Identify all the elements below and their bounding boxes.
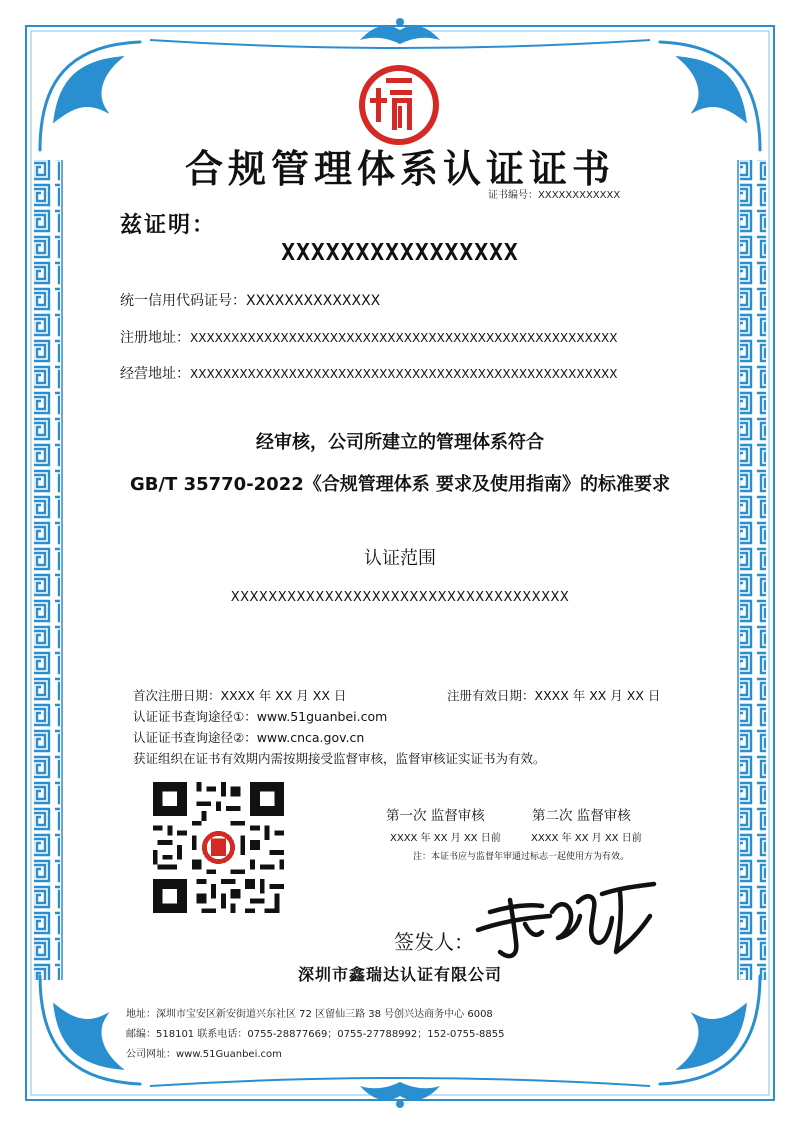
- scope-title: 认证范围: [364, 548, 436, 569]
- business-address-row: [120, 363, 617, 383]
- statement-line-2: GB/T 35770-2022《合规管理体系 要求及使用指南》的标准要求: [129, 474, 671, 495]
- signature-icon: [470, 872, 660, 968]
- credit-code-label: 统一信用代码证号：: [120, 293, 246, 309]
- credit-code-value: XXXXXXXXXXXXXX: [246, 293, 381, 309]
- certificate-title: 合规管理体系认证证书: [184, 146, 615, 191]
- scope-value: XXXXXXXXXXXXXXXXXXXXXXXXXXXXXXXXXXXX: [230, 590, 570, 605]
- statement-line-1: 经审核，公司所建立的管理体系符合: [256, 432, 544, 453]
- second-surveillance-date: XXXX 年 XX 月 XX 日前: [531, 833, 642, 844]
- issuer-company: 深圳市鑫瑞达认证有限公司: [297, 965, 502, 984]
- surveillance-note: 注：本证书应与监督年审通过标志一起使用方为有效。: [413, 852, 630, 862]
- first-registration-date: 首次注册日期：XXXX 年 XX 月 XX 日: [133, 688, 347, 703]
- footer-website: 公司网址：www.51Guanbei.com: [126, 1049, 282, 1060]
- business-address-value: XXXXXXXXXXXXXXXXXXXXXXXXXXXXXXXXXXXXXXXXXXXXXXXXXXXX: [190, 367, 618, 381]
- business-address-label: 经营地址：: [120, 366, 190, 382]
- query-route-1: 认证证书查询途径①：www.51guanbei.com: [133, 709, 388, 724]
- second-surveillance-title: 第二次 监督审核: [532, 808, 631, 824]
- footer-address: 地址：深圳市宝安区新安街道兴东社区 72 区留仙三路 38 号创兴达商务中心 6008: [126, 1009, 493, 1020]
- certificate-number-label: 证书编号：: [488, 190, 538, 201]
- registered-address-value: XXXXXXXXXXXXXXXXXXXXXXXXXXXXXXXXXXXXXXXXXXXXXXXXXXXX: [190, 331, 618, 345]
- hereby-certify: 兹证明：: [120, 213, 217, 238]
- first-surveillance-title: 第一次 监督审核: [386, 808, 485, 824]
- company-name: XXXXXXXXXXXXXXXX: [281, 240, 519, 266]
- footer-contact: 邮编：518101 联系电话：0755-28877669；0755-27788992；152-0755-8855: [126, 1029, 505, 1040]
- seal-logo-icon: [356, 62, 442, 148]
- registered-address-row: [120, 327, 617, 347]
- certificate-number-value: XXXXXXXXXXXX: [538, 190, 621, 201]
- registration-valid-date: 注册有效日期：XXXX 年 XX 月 XX 日: [447, 688, 661, 703]
- query-route-2: 认证证书查询途径②：www.cnca.gov.cn: [133, 730, 365, 745]
- certificate-number: [488, 186, 620, 201]
- supervision-note: 获证组织在证书有效期内需按期接受监督审核，监督审核证实证书为有效。: [133, 751, 546, 766]
- first-surveillance-date: XXXX 年 XX 月 XX 日前: [390, 833, 501, 844]
- registered-address-label: 注册地址：: [120, 330, 190, 346]
- qr-code-icon: [148, 777, 289, 918]
- issuer-label: 签发人：: [394, 930, 474, 954]
- credit-code-row: [120, 290, 380, 310]
